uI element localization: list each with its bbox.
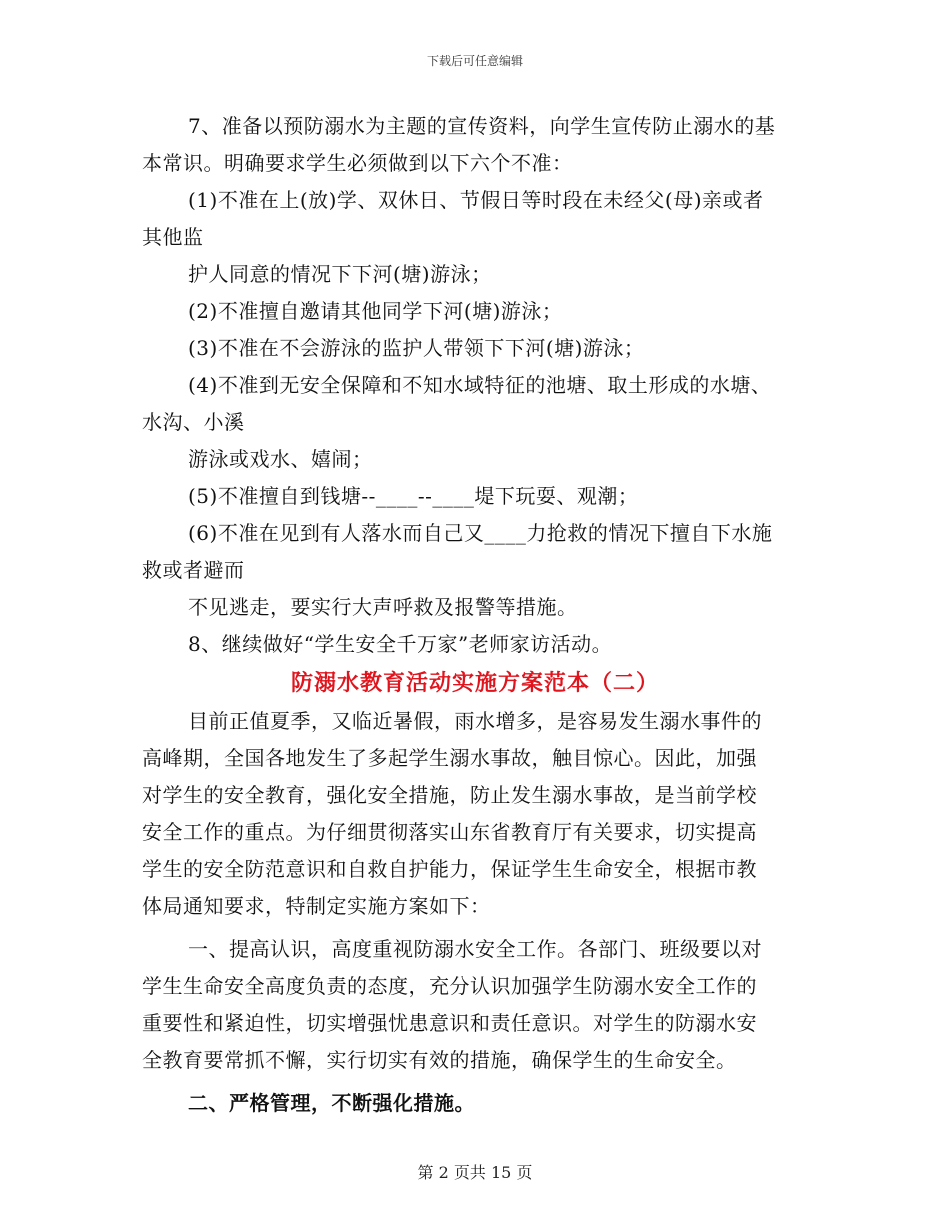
page-footer: 第 2 页共 15 页 [417,1163,533,1182]
point-1-line-2: 学生生命安全高度负责的态度，充分认识加强学生防溺水安全工作的 [142,974,757,998]
rule-6-line-3: 不见逃走，要实行大声呼救及报警等措施。 [188,595,578,619]
header-note: 下载后可任意编辑 [426,54,523,68]
rule-4-line-1: (4)不准到无安全保障和不知水域特征的池塘、取土形成的水塘、 [188,373,772,397]
rule-1-line-2: 其他监 [142,225,204,249]
document-body [142,108,808,1122]
rule-4-line-2: 水沟、小溪 [142,410,245,434]
point-1-line-1: 一、提高认识，高度重视防溺水安全工作。各部门、班级要以对 [188,937,762,961]
point-1-line-3: 重要性和紧迫性，切实增强忧患意识和责任意识。对学生的防溺水安 [142,1011,757,1035]
intro-line-2: 高峰期，全国各地发生了多起学生溺水事故，触目惊心。因此，加强 [142,746,757,770]
point-2-heading: 二、严格管理，不断强化措施。 [188,1091,475,1115]
rule-1-line-1: (1)不准在上(放)学、双休日、节假日等时段在未经父(母)亲或者 [188,188,764,212]
rule-3: (3)不准在不会游泳的监护人带领下下河(塘)游泳； [188,336,645,360]
intro-line-1: 目前正值夏季，又临近暑假，雨水增多，是容易发生溺水事件的 [188,709,762,733]
rule-5: (5)不准擅自到钱塘--____--____堤下玩耍、观潮； [188,484,639,508]
rule-2: (2)不准擅自邀请其他同学下河(塘)游泳； [188,299,563,323]
point-1-line-4: 全教育要常抓不懈，实行切实有效的措施，确保学生的生命安全。 [142,1048,737,1072]
intro-line-4: 安全工作的重点。为仔细贯彻落实山东省教育厅有关要求，切实提高 [142,820,757,844]
intro-line-5: 学生的安全防范意识和自救自护能力，保证学生生命安全，根据市教 [142,857,757,881]
intro-line-6: 体局通知要求，特制定实施方案如下： [142,894,491,918]
rule-4-line-3: 游泳或戏水、嬉闹； [188,447,373,471]
item-7-line-2: 本常识。明确要求学生必须做到以下六个不准： [142,151,573,175]
section-title: 防溺水教育活动实施方案范本（二） [290,670,659,696]
item-7-line-1: 7、准备以预防溺水为主题的宣传资料，向学生宣传防止溺水的基 [188,114,776,138]
rule-1-line-3: 护人同意的情况下下河(塘)游泳； [188,262,492,286]
rule-6-line-1: (6)不准在见到有人落水而自己又____力抢救的情况下擅自下水施 [188,521,773,545]
intro-line-3: 对学生的安全教育，强化安全措施，防止发生溺水事故，是当前学校 [142,783,757,807]
item-8: 8、继续做好“学生安全千万家”老师家访活动。 [188,632,613,656]
rule-6-line-2: 救或者避而 [142,558,245,582]
